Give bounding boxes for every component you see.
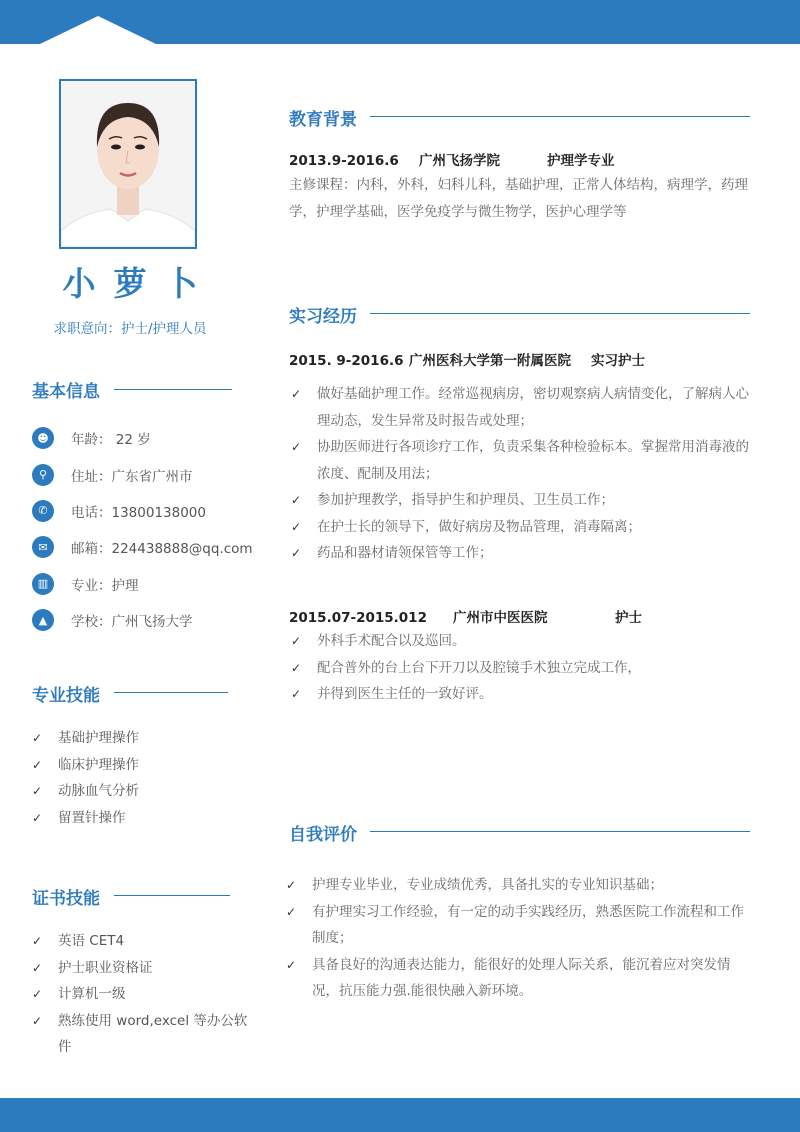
- list-item: ✓ 计算机一级: [32, 981, 252, 1008]
- basic-info-divider: [114, 389, 232, 390]
- check-icon: ✓: [32, 934, 43, 948]
- info-address: [32, 456, 262, 492]
- internship-entry-1-period: 2015. 9-2016.6: [289, 353, 404, 369]
- info-email: [32, 529, 262, 565]
- top-banner-notch: [40, 16, 156, 44]
- internship-entry-1-place: 广州医科大学第一附属医院: [409, 353, 571, 369]
- list-item: ✓ 熟练使用 word,excel 等办公软件: [32, 1008, 252, 1061]
- check-icon: ✓: [32, 1013, 43, 1028]
- check-icon: ✓: [32, 731, 43, 745]
- list-item: ✓ 具备良好的沟通表达能力，能很好的处理人际关系，能沉着应对突发情况，抗压能力强.能很快融入新环境。: [284, 952, 754, 1005]
- internship-entry-2-duties: [289, 628, 754, 708]
- education-courses: 主修课程：内科，外科，妇科儿科，基础护理，正常人体结构，病理学，药理学，护理学基础，医学免疫学与微生物学，医护心理学等: [289, 177, 748, 220]
- internship-entry-2-role: 护士: [615, 610, 642, 626]
- check-icon: ✓: [286, 957, 297, 972]
- info-school-text: 学校：广州飞扬大学: [71, 614, 193, 631]
- internship-divider: [370, 313, 750, 314]
- check-icon: ✓: [32, 810, 43, 825]
- check-icon: ✓: [32, 960, 43, 975]
- check-icon: ✓: [291, 687, 302, 701]
- list-item: ✓ 临床护理操作: [32, 752, 232, 779]
- check-icon: ✓: [32, 757, 43, 772]
- internship-entry-2-period: 2015.07-2015.012: [289, 610, 427, 626]
- check-icon: ✓: [291, 519, 302, 534]
- info-email-text: 邮箱：224438888@qq.com: [71, 541, 253, 558]
- education-divider: [370, 116, 750, 117]
- list-item: ✓ 协助医师进行各项诊疗工作，负责采集各种检验标本。掌握常用消毒液的浓度、配制及用法；: [289, 434, 754, 487]
- book-icon: ▥: [32, 573, 54, 595]
- self-evaluation-title: 自我评价: [289, 825, 357, 845]
- list-item: ✓ 外科手术配合以及巡回。: [289, 628, 754, 655]
- certificates-title: 证书技能: [32, 889, 100, 909]
- info-age-text: 年龄： 22 岁: [71, 432, 151, 449]
- skills-list: [32, 725, 232, 831]
- check-icon: ✓: [32, 784, 43, 798]
- info-phone: [32, 493, 262, 529]
- self-evaluation-divider: [370, 831, 750, 832]
- list-item: ✓ 护理专业毕业，专业成绩优秀，具备扎实的专业知识基础；: [284, 872, 754, 899]
- education-school: 广州飞扬学院: [419, 153, 500, 169]
- check-icon: ✓: [291, 440, 302, 454]
- candidate-name: 小萝卜: [62, 264, 216, 303]
- job-objective: 求职意向：护士/护理人员: [53, 321, 207, 337]
- check-icon: ✓: [291, 387, 302, 401]
- bottom-banner: [0, 1098, 800, 1132]
- skills-title: 专业技能: [32, 686, 100, 706]
- check-icon: ✓: [291, 634, 302, 648]
- internship-entry-2-place: 广州市中医医院: [453, 610, 548, 626]
- education-title: 教育背景: [289, 110, 357, 130]
- education-major: 护理学专业: [547, 153, 615, 169]
- list-item: ✓ 有护理实习工作经验，有一定的动手实践经历，熟悉医院工作流程和工作制度；: [284, 899, 754, 952]
- person-icon: ☻: [32, 427, 54, 449]
- phone-icon: ✆: [32, 500, 54, 522]
- info-address-text: 住址：广东省广州市: [71, 468, 193, 485]
- list-item: ✓ 基础护理操作: [32, 725, 232, 752]
- info-phone-text: 电话：13800138000: [71, 504, 206, 521]
- certificates-list: [32, 928, 252, 1061]
- profile-photo: [59, 79, 197, 249]
- check-icon: ✓: [291, 546, 302, 560]
- internship-entry-2-header: [289, 606, 642, 626]
- internship-entry-1-duties: [289, 381, 754, 567]
- list-item: ✓ 动脉血气分析: [32, 778, 232, 805]
- internship-entry-1-role: 实习护士: [591, 353, 645, 369]
- education-header: [289, 149, 615, 169]
- education-period: 2013.9-2016.6: [289, 153, 399, 169]
- check-icon: ✓: [32, 987, 43, 1001]
- list-item: ✓ 做好基础护理工作。经常巡视病房，密切观察病人病情变化，了解病人心理动态，发生异常及时报告或处理；: [289, 381, 754, 434]
- certificates-divider: [114, 895, 230, 896]
- internship-title: 实习经历: [289, 307, 357, 327]
- graduation-cap-icon: ▲: [32, 609, 54, 631]
- info-major: [32, 566, 262, 602]
- check-icon: ✓: [291, 660, 302, 675]
- list-item: ✓ 配合普外的台上台下开刀以及腔镜手术独立完成工作，: [289, 655, 754, 682]
- info-age: [32, 420, 262, 456]
- list-item: ✓ 护士职业资格证: [32, 955, 252, 982]
- basic-info-list: [32, 420, 262, 638]
- check-icon: ✓: [291, 493, 302, 507]
- list-item: ✓ 并得到医生主任的一致好评。: [289, 681, 754, 708]
- envelope-icon: ✉: [32, 536, 54, 558]
- list-item: ✓ 在护士长的领导下，做好病房及物品管理，消毒隔离；: [289, 514, 754, 541]
- check-icon: ✓: [286, 878, 297, 892]
- self-evaluation-list: [284, 872, 754, 1005]
- skills-divider: [114, 692, 228, 693]
- info-major-text: 专业：护理: [71, 577, 139, 594]
- list-item: ✓ 药品和器材请领保管等工作；: [289, 540, 754, 567]
- location-pin-icon: ⚲: [32, 464, 54, 486]
- basic-info-title: 基本信息: [32, 382, 100, 402]
- info-school: [32, 602, 262, 638]
- list-item: ✓ 英语 CET4: [32, 928, 252, 955]
- check-icon: ✓: [286, 904, 297, 919]
- list-item: ✓ 参加护理教学，指导护生和护理员、卫生员工作；: [289, 487, 754, 514]
- list-item: ✓ 留置针操作: [32, 805, 232, 832]
- internship-entry-1-header: [289, 349, 645, 369]
